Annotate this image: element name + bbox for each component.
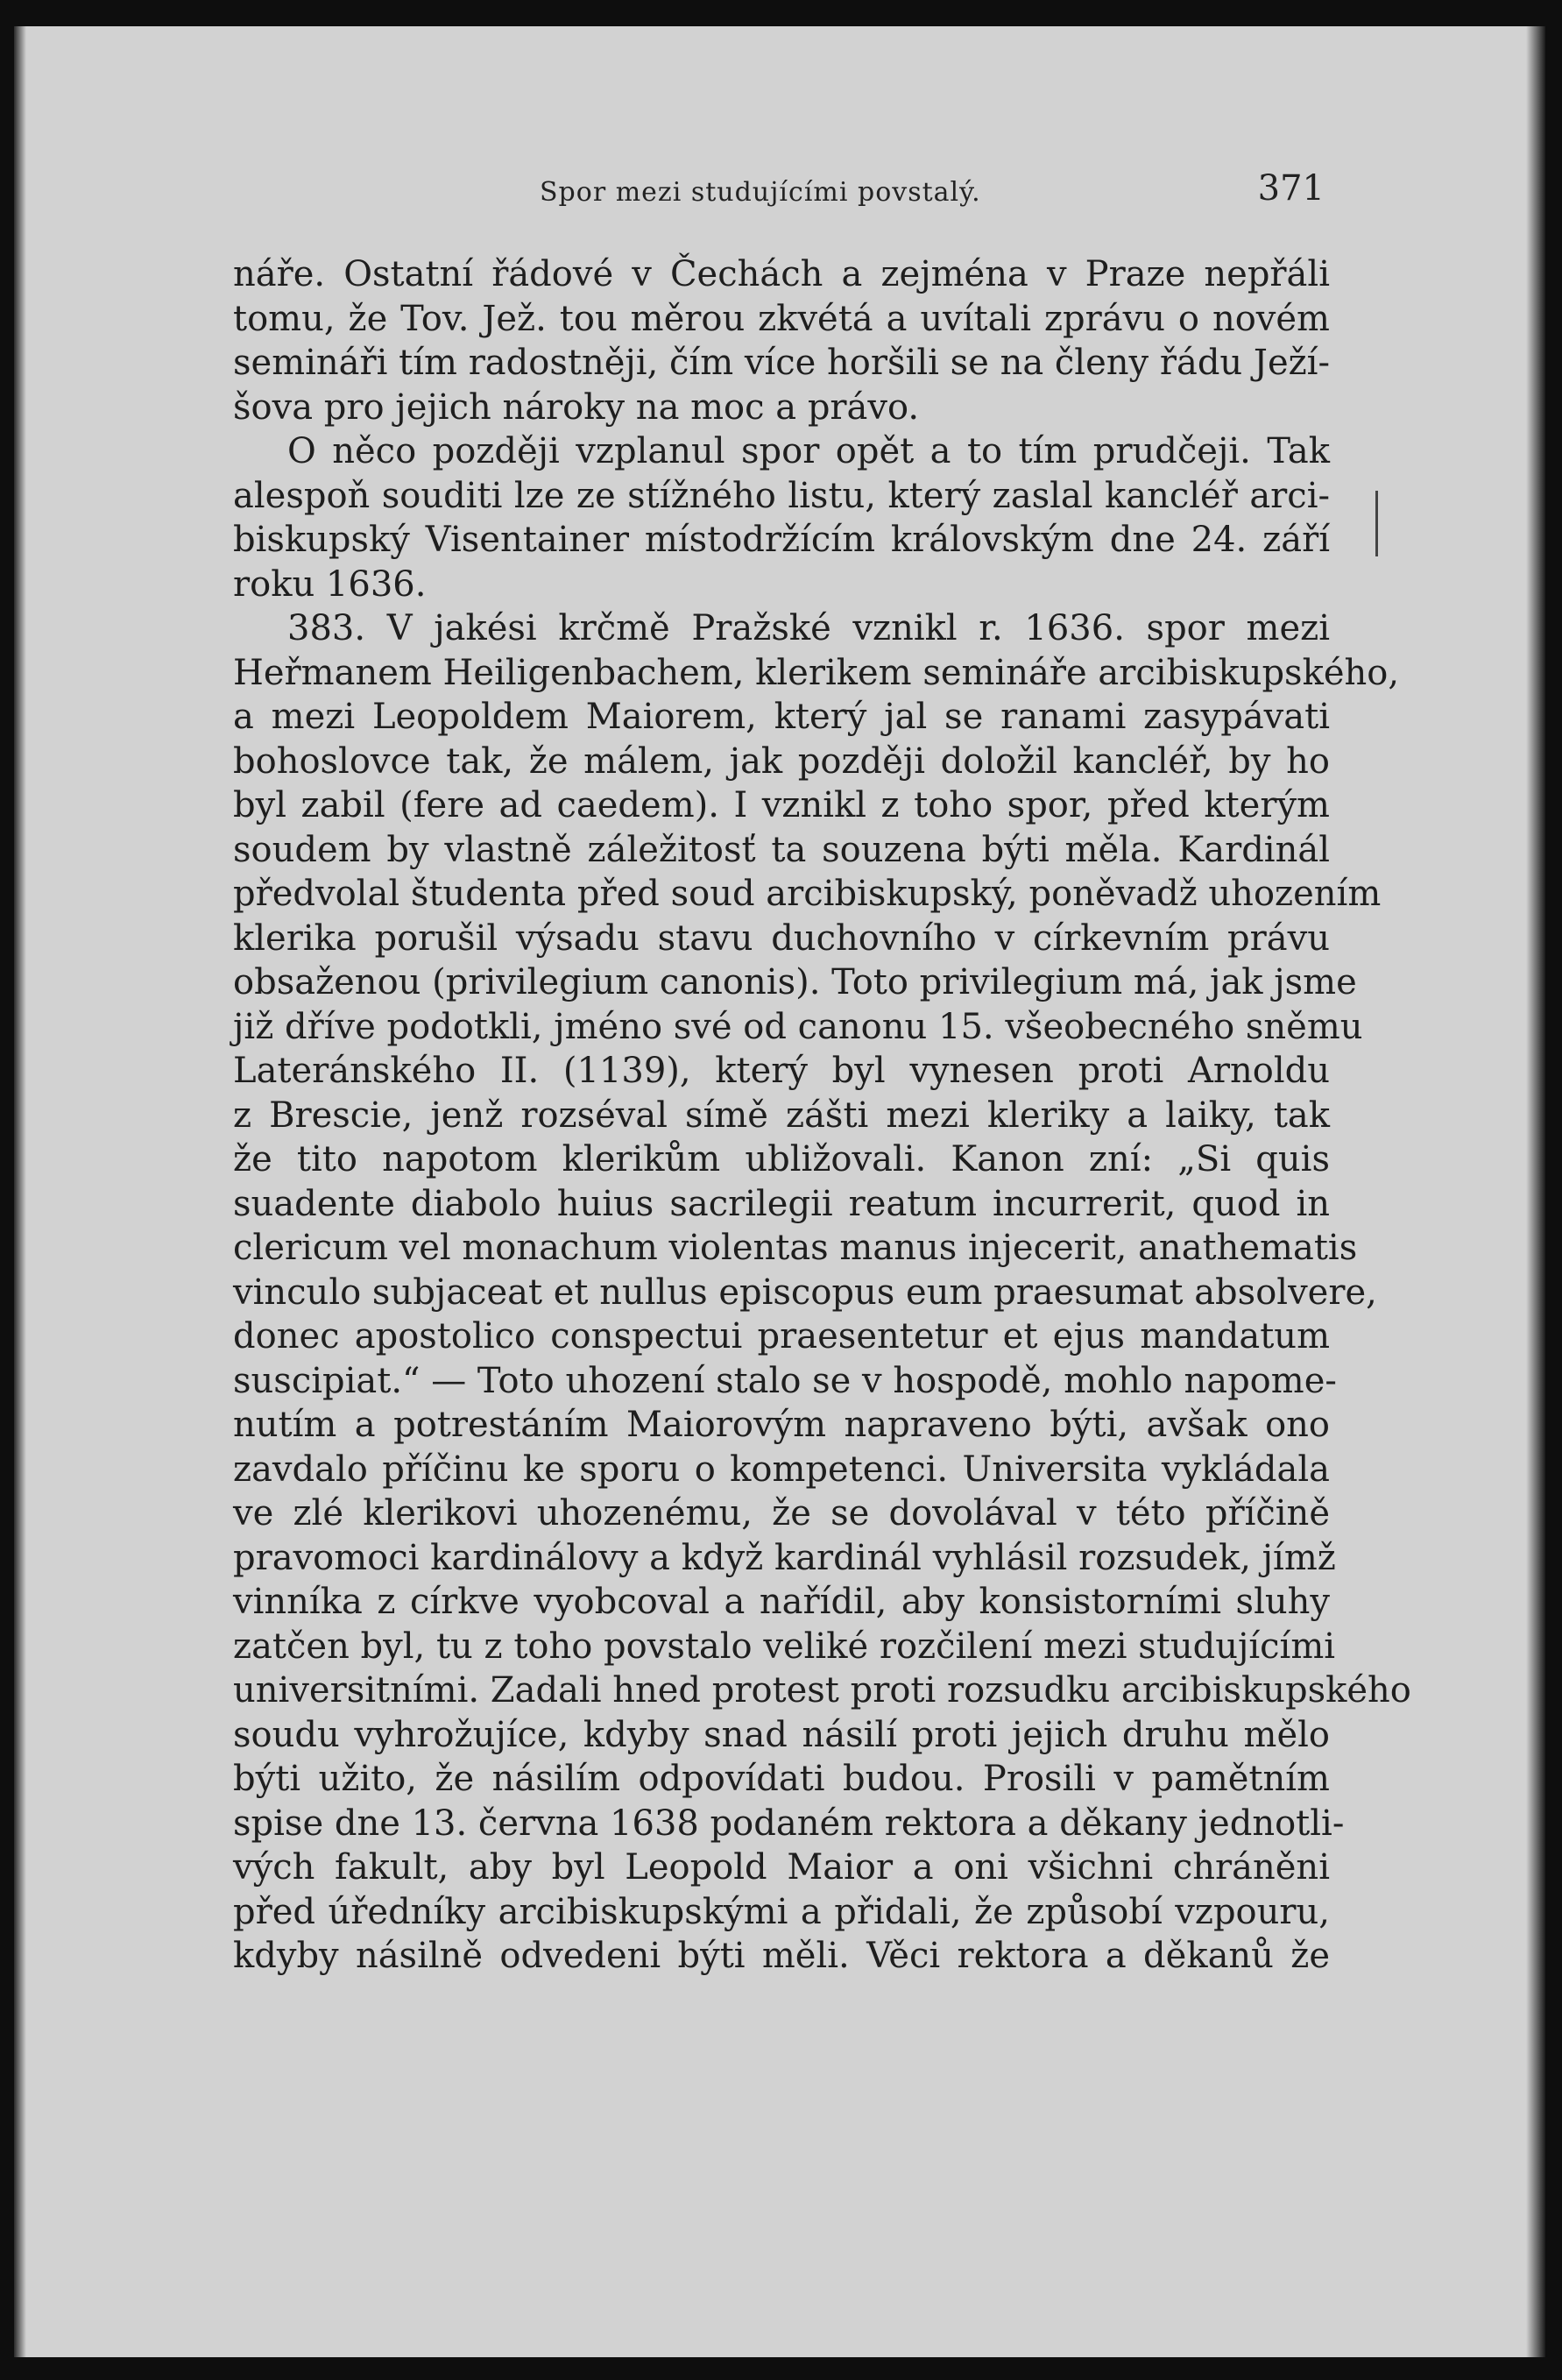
text-line: z Brescie, jenž rozséval símě zášti mezi kleriky a laiky, tak — [233, 1094, 1330, 1136]
text-line: vinculo subjaceat et nullus episcopus eum praesumat absolvere, — [233, 1271, 1377, 1313]
page-right-shadow — [1526, 26, 1545, 2357]
text-line: kdyby násilně odvedeni býti měli. Věci rektora a děkanů že — [233, 1936, 1330, 1976]
text-line: donec apostolico conspectui praesentetur et ejus mandatum — [233, 1316, 1330, 1356]
text-line: suadente diabolo huius sacrilegii reatum incurrerit, quod in — [233, 1183, 1330, 1224]
text-line: již dříve podotkli, jméno své od canonu 15. všeobecného sněmu — [233, 1006, 1363, 1047]
text-line: universitními. Zadali hned protest proti rozsudku arcibiskupského — [233, 1670, 1411, 1711]
text-line: zavdalo příčinu ke sporu o kompetenci. Universita vykládala — [233, 1449, 1330, 1490]
text-line: před úředníky arcibiskupskými a přidali, že způsobí vzpouru, — [233, 1891, 1330, 1932]
text-line: biskupský Visentainer místodržícím královským dne 24. září — [233, 520, 1330, 560]
text-line: suscipiat.“ — Toto uhození stalo se v hospodě, mohlo napome- — [233, 1360, 1337, 1401]
text-line: obsaženou (privilegium canonis). Toto privilegium má, jak jsme — [233, 962, 1357, 1002]
margin-mark — [1375, 491, 1378, 556]
text-line: soudu vyhrožujíce, kdyby snad násilí proti jejich druhu mělo — [233, 1714, 1330, 1755]
text-line: tomu, že Tov. Jež. tou měrou zkvétá a uvítali zprávu o novém — [233, 298, 1330, 339]
text-line: vých fakult, aby byl Leopold Maior a oni všichni chráněni — [233, 1847, 1330, 1888]
running-head: Spor mezi studujícími povstalý. — [540, 177, 981, 208]
page-left-shadow — [14, 26, 26, 2357]
text-line: býti užito, že násilím odpovídati budou. Prosili v pamětním — [233, 1759, 1330, 1799]
page-body-text — [233, 252, 1411, 1979]
text-line: Heřmanem Heiligenbachem, klerikem semináře arcibiskupského, — [233, 652, 1400, 693]
page-header — [233, 158, 1325, 214]
text-line: a mezi Leopoldem Maiorem, který jal se ranami zasypávati — [233, 697, 1330, 737]
text-line: bohoslovce tak, že málem, jak později doložil kancléř, by ho — [233, 740, 1330, 782]
text-line: byl zabil (fere ad caedem). I vznikl z toho spor, před kterým — [233, 785, 1330, 825]
text-line: spise dne 13. června 1638 podaném rektora a děkany jednotli- — [233, 1803, 1345, 1844]
book-page — [14, 26, 1545, 2357]
text-line: pravomoci kardinálovy a když kardinál vyhlásil rozsudek, jímž — [233, 1537, 1336, 1578]
text-line: zatčen byl, tu z toho povstalo veliké rozčilení mezi studujícími — [233, 1626, 1336, 1667]
text-line: roku 1636. — [233, 563, 427, 605]
text-line: nutím a potrestáním Maiorovým napraveno býti, avšak ono — [233, 1405, 1330, 1445]
text-line: clericum vel monachum violentas manus injecerit, anathematis — [233, 1228, 1358, 1268]
text-line: šova pro jejich nároky na moc a právo. — [233, 386, 920, 428]
page-number: 371 — [1257, 168, 1325, 209]
text-line: semináři tím radostněji, čím více horšili se na členy řádu Ježí- — [233, 343, 1330, 383]
text-line: ve zlé klerikovi uhozenému, že se dovolával v této příčině — [233, 1493, 1330, 1534]
text-line: soudem by vlastně záležitosť ta souzena býti měla. Kardinál — [233, 829, 1330, 870]
text-line: alespoň souditi lze ze stížného listu, který zaslal kancléř arci- — [233, 475, 1330, 516]
text-line: náře. Ostatní řádové v Čechách a zejména v Praze nepřáli — [233, 254, 1330, 294]
text-line: 383. V jakési krčmě Pražské vznikl r. 1636. spor mezi — [287, 608, 1330, 648]
text-line: Lateránského II. (1139), který byl vynesen proti Arnoldu — [233, 1051, 1330, 1091]
text-line: klerika porušil výsadu stavu duchovního v církevním právu — [233, 917, 1330, 959]
text-line: vinníka z církve vyobcoval a nařídil, aby konsistorními sluhy — [233, 1582, 1330, 1622]
text-line: O něco později vzplanul spor opět a to tím prudčeji. Tak — [287, 431, 1330, 471]
text-line: předvolal študenta před soud arcibiskupský, poněvadž uhozením — [233, 874, 1382, 914]
text-line: že tito napotom klerikům ubližovali. Kanon zní: „Si quis — [233, 1139, 1330, 1179]
